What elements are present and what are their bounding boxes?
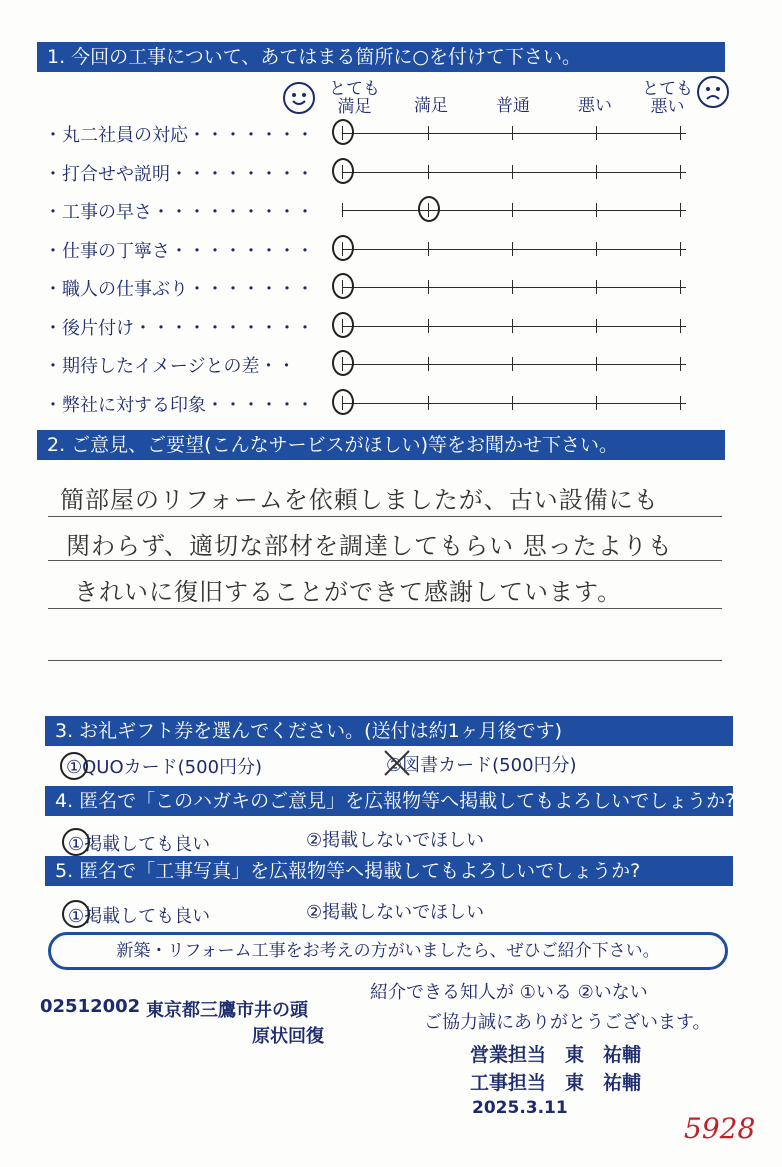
comment-line-1: 簡部屋のリフォームを依頼しましたが、古い設備にも <box>60 486 659 514</box>
referral-banner-text: 新築・リフォーム工事をお考えの方がいましたら、ぜひご紹介下さい。 <box>116 941 660 961</box>
scale-heading: 悪い <box>578 96 612 116</box>
referral-banner <box>48 932 728 970</box>
selection-circle <box>60 752 88 780</box>
scale-tick[interactable] <box>680 165 681 179</box>
section4-header <box>45 786 736 816</box>
scale-tick[interactable] <box>596 396 597 410</box>
section4-option-allow[interactable]: ①掲載しても良い <box>68 834 211 855</box>
scale-tick[interactable] <box>428 319 429 333</box>
section3-title: 3. お礼ギフト券を選んでください。(送付は約1ヶ月後です) <box>55 720 563 742</box>
section2-title: 2. ご意見、ご要望(こんなサービスがほしい)等をお聞かせ下さい。 <box>47 434 618 456</box>
rating-row-label: ・打合せや説明・・・・・・・・ <box>44 163 314 185</box>
referral-question: 紹介できる知人が ①いる ②いない <box>370 982 648 1003</box>
scale-tick[interactable] <box>512 357 513 371</box>
rating-scale-line <box>342 326 686 327</box>
scale-heading: 満足 <box>414 96 448 116</box>
scale-tick[interactable] <box>428 396 429 410</box>
scale-tick[interactable] <box>680 396 681 410</box>
rating-scale-line <box>342 287 686 288</box>
comment-rule-1 <box>48 516 722 517</box>
section2-header <box>37 430 725 460</box>
scale-heading: とても 満足 <box>329 79 380 117</box>
rating-row-label: ・期待したイメージとの差・・ <box>44 356 296 377</box>
rating-scale-line <box>342 210 686 211</box>
scale-tick[interactable] <box>680 242 681 256</box>
book-card-option[interactable]: ②図書カード(500円分) <box>386 755 577 776</box>
selection-circle <box>332 312 354 338</box>
comment-line-2: 関わらず、適切な部材を調達してもらい 思ったよりも <box>66 532 673 560</box>
selection-circle <box>418 196 440 222</box>
scale-tick[interactable] <box>680 203 681 217</box>
scale-tick[interactable] <box>596 357 597 371</box>
selection-circle <box>332 350 354 376</box>
scale-tick[interactable] <box>428 357 429 371</box>
scale-tick[interactable] <box>428 280 429 294</box>
scale-tick[interactable] <box>596 203 597 217</box>
scale-tick[interactable] <box>680 319 681 333</box>
scale-tick[interactable] <box>596 165 597 179</box>
scale-tick[interactable] <box>680 280 681 294</box>
scale-tick[interactable] <box>428 242 429 256</box>
smile-face-icon <box>283 82 315 114</box>
scale-tick[interactable] <box>512 396 513 410</box>
scale-tick[interactable] <box>512 126 513 140</box>
selection-circle <box>332 158 354 184</box>
rating-row-label: ・後片付け・・・・・・・・・・ <box>44 317 314 339</box>
work-type: 原状回復 <box>252 1026 324 1047</box>
scale-tick[interactable] <box>512 242 513 256</box>
selection-circle <box>332 389 354 415</box>
section5-header <box>45 856 733 886</box>
rating-row-label: ・丸二社員の対応・・・・・・・ <box>44 125 314 146</box>
section4-option-deny[interactable]: ②掲載しないでほしい <box>306 830 485 851</box>
selection-circle <box>62 900 90 928</box>
section5-title: 5. 匿名で「工事写真」を広報物等へ掲載してもよろしいでしょうか? <box>55 860 641 882</box>
section1-title: 1. 今回の工事について、あてはまる箇所に○を付けて下さい。 <box>47 46 581 68</box>
selection-circle <box>332 235 354 261</box>
selection-circle <box>332 119 354 145</box>
section4-title: 4. 匿名で「このハガキのご意見」を広報物等へ掲載してもよろしいでしょうか? <box>55 790 736 812</box>
scale-tick[interactable] <box>680 357 681 371</box>
section1-header <box>37 42 725 72</box>
selection-circle <box>332 273 354 299</box>
rating-row-label: ・仕事の丁寧さ・・・・・・・・ <box>44 240 314 262</box>
scale-tick[interactable] <box>428 165 429 179</box>
scale-tick[interactable] <box>512 280 513 294</box>
scale-heading: 普通 <box>496 96 530 116</box>
customer-code: 02512002 <box>40 996 141 1017</box>
scale-tick[interactable] <box>596 319 597 333</box>
comment-rule-4 <box>48 660 722 661</box>
handwritten-number: 5928 <box>684 1112 756 1145</box>
comment-line-3: きれいに復旧することができて感謝しています。 <box>74 578 623 606</box>
rating-row-label: ・職人の仕事ぶり・・・・・・・ <box>44 279 314 300</box>
scale-tick[interactable] <box>596 242 597 256</box>
rating-scale-line <box>342 133 686 134</box>
scale-tick[interactable] <box>680 126 681 140</box>
scale-tick[interactable] <box>596 126 597 140</box>
section5-option-allow[interactable]: ①掲載しても良い <box>68 906 211 927</box>
scale-tick[interactable] <box>512 203 513 217</box>
quo-card-option[interactable]: ①QUOカード(500円分) <box>66 757 263 778</box>
frown-face-icon <box>697 76 729 108</box>
comment-rule-3 <box>48 608 722 609</box>
customer-address: 東京都三鷹市井の頭 <box>146 1000 308 1021</box>
section3-header <box>45 716 733 746</box>
section5-option-deny[interactable]: ②掲載しないでほしい <box>306 902 485 923</box>
scale-tick[interactable] <box>512 165 513 179</box>
scale-tick[interactable] <box>428 126 429 140</box>
rating-scale-line <box>342 403 686 404</box>
rating-scale-line <box>342 364 686 365</box>
scale-heading: とても 悪い <box>642 79 693 117</box>
construction-rep: 工事担当 東 祐輔 <box>470 1072 642 1094</box>
rating-scale-line <box>342 172 686 173</box>
scale-tick[interactable] <box>596 280 597 294</box>
rating-row-label: ・弊社に対する印象・・・・・・ <box>44 394 314 416</box>
survey-date: 2025.3.11 <box>472 1098 568 1118</box>
scale-tick[interactable] <box>342 203 343 217</box>
scale-tick[interactable] <box>512 319 513 333</box>
selection-circle <box>62 828 90 856</box>
thanks-text: ご協力誠にありがとうございます。 <box>424 1012 711 1033</box>
rating-row-label: ・工事の早さ・・・・・・・・・ <box>44 202 314 223</box>
strike-mark-icon <box>382 748 412 778</box>
rating-scale-line <box>342 249 686 250</box>
sales-rep: 営業担当 東 祐輔 <box>470 1044 642 1066</box>
